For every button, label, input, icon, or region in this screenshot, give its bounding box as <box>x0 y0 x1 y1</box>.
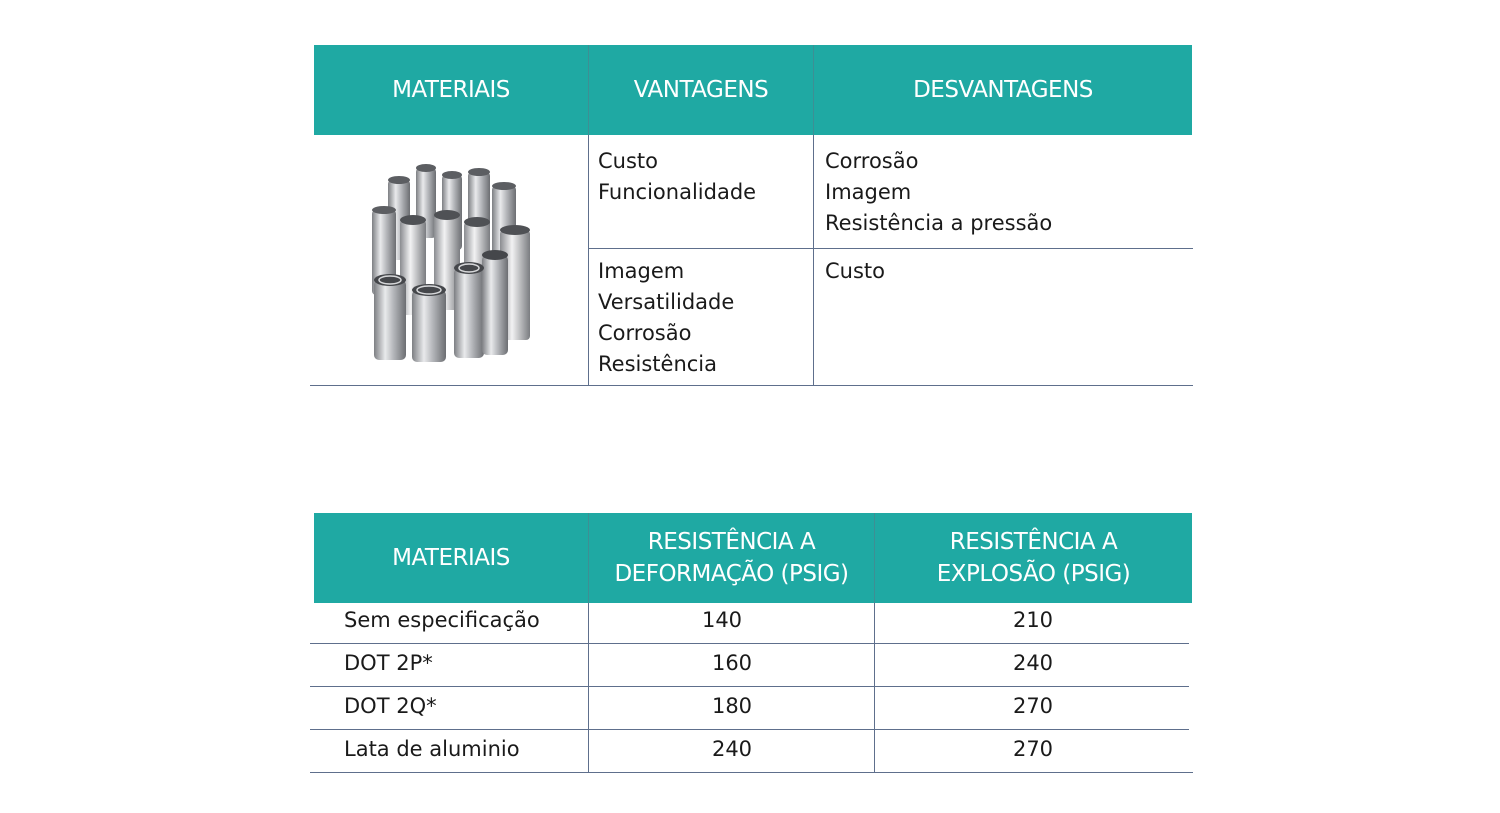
list-item: Versatilidade <box>598 290 735 314</box>
desvantagens-cell-2 <box>825 256 885 287</box>
list-item: Corrosão <box>598 321 692 345</box>
deformacao-value: 180 <box>711 694 753 718</box>
list-item: Corrosão <box>825 149 919 173</box>
desvantagens-cell-1 <box>825 146 1052 239</box>
vantagens-cell-1 <box>598 146 756 208</box>
explosao-value: 270 <box>1012 694 1054 718</box>
material-label: Lata de aluminio <box>344 737 520 761</box>
list-item: Imagem <box>598 259 685 283</box>
header-vantagens: VANTAGENS <box>589 45 813 135</box>
deformacao-value: 160 <box>711 651 753 675</box>
explosao-value: 270 <box>1012 737 1054 761</box>
material-label: DOT 2Q* <box>344 694 437 718</box>
header-desvantagens: DESVANTAGENS <box>814 45 1192 135</box>
explosao-value: 240 <box>1012 651 1054 675</box>
header-materiais-2: MATERIAIS <box>314 513 588 603</box>
explosao-value: 210 <box>1012 608 1054 632</box>
list-item: Resistência <box>598 352 717 376</box>
header-materiais: MATERIAIS <box>314 45 588 135</box>
deformacao-value: 240 <box>711 737 753 761</box>
list-item: Custo <box>825 259 885 283</box>
header-deformacao: RESISTÊNCIA A DEFORMAÇÃO (PSIG) <box>589 513 874 603</box>
list-item: Resistência a pressão <box>825 211 1053 235</box>
material-label: Sem especificação <box>344 608 540 632</box>
header-explosao: RESISTÊNCIA A EXPLOSÃO (PSIG) <box>875 513 1192 603</box>
list-item: Imagem <box>825 180 912 204</box>
material-label: DOT 2P* <box>344 651 433 675</box>
list-item: Custo <box>598 149 658 173</box>
aluminum-cans-image <box>360 150 540 365</box>
deformacao-value: 140 <box>701 608 743 632</box>
vantagens-cell-2 <box>598 256 734 380</box>
list-item: Funcionalidade <box>598 180 757 204</box>
